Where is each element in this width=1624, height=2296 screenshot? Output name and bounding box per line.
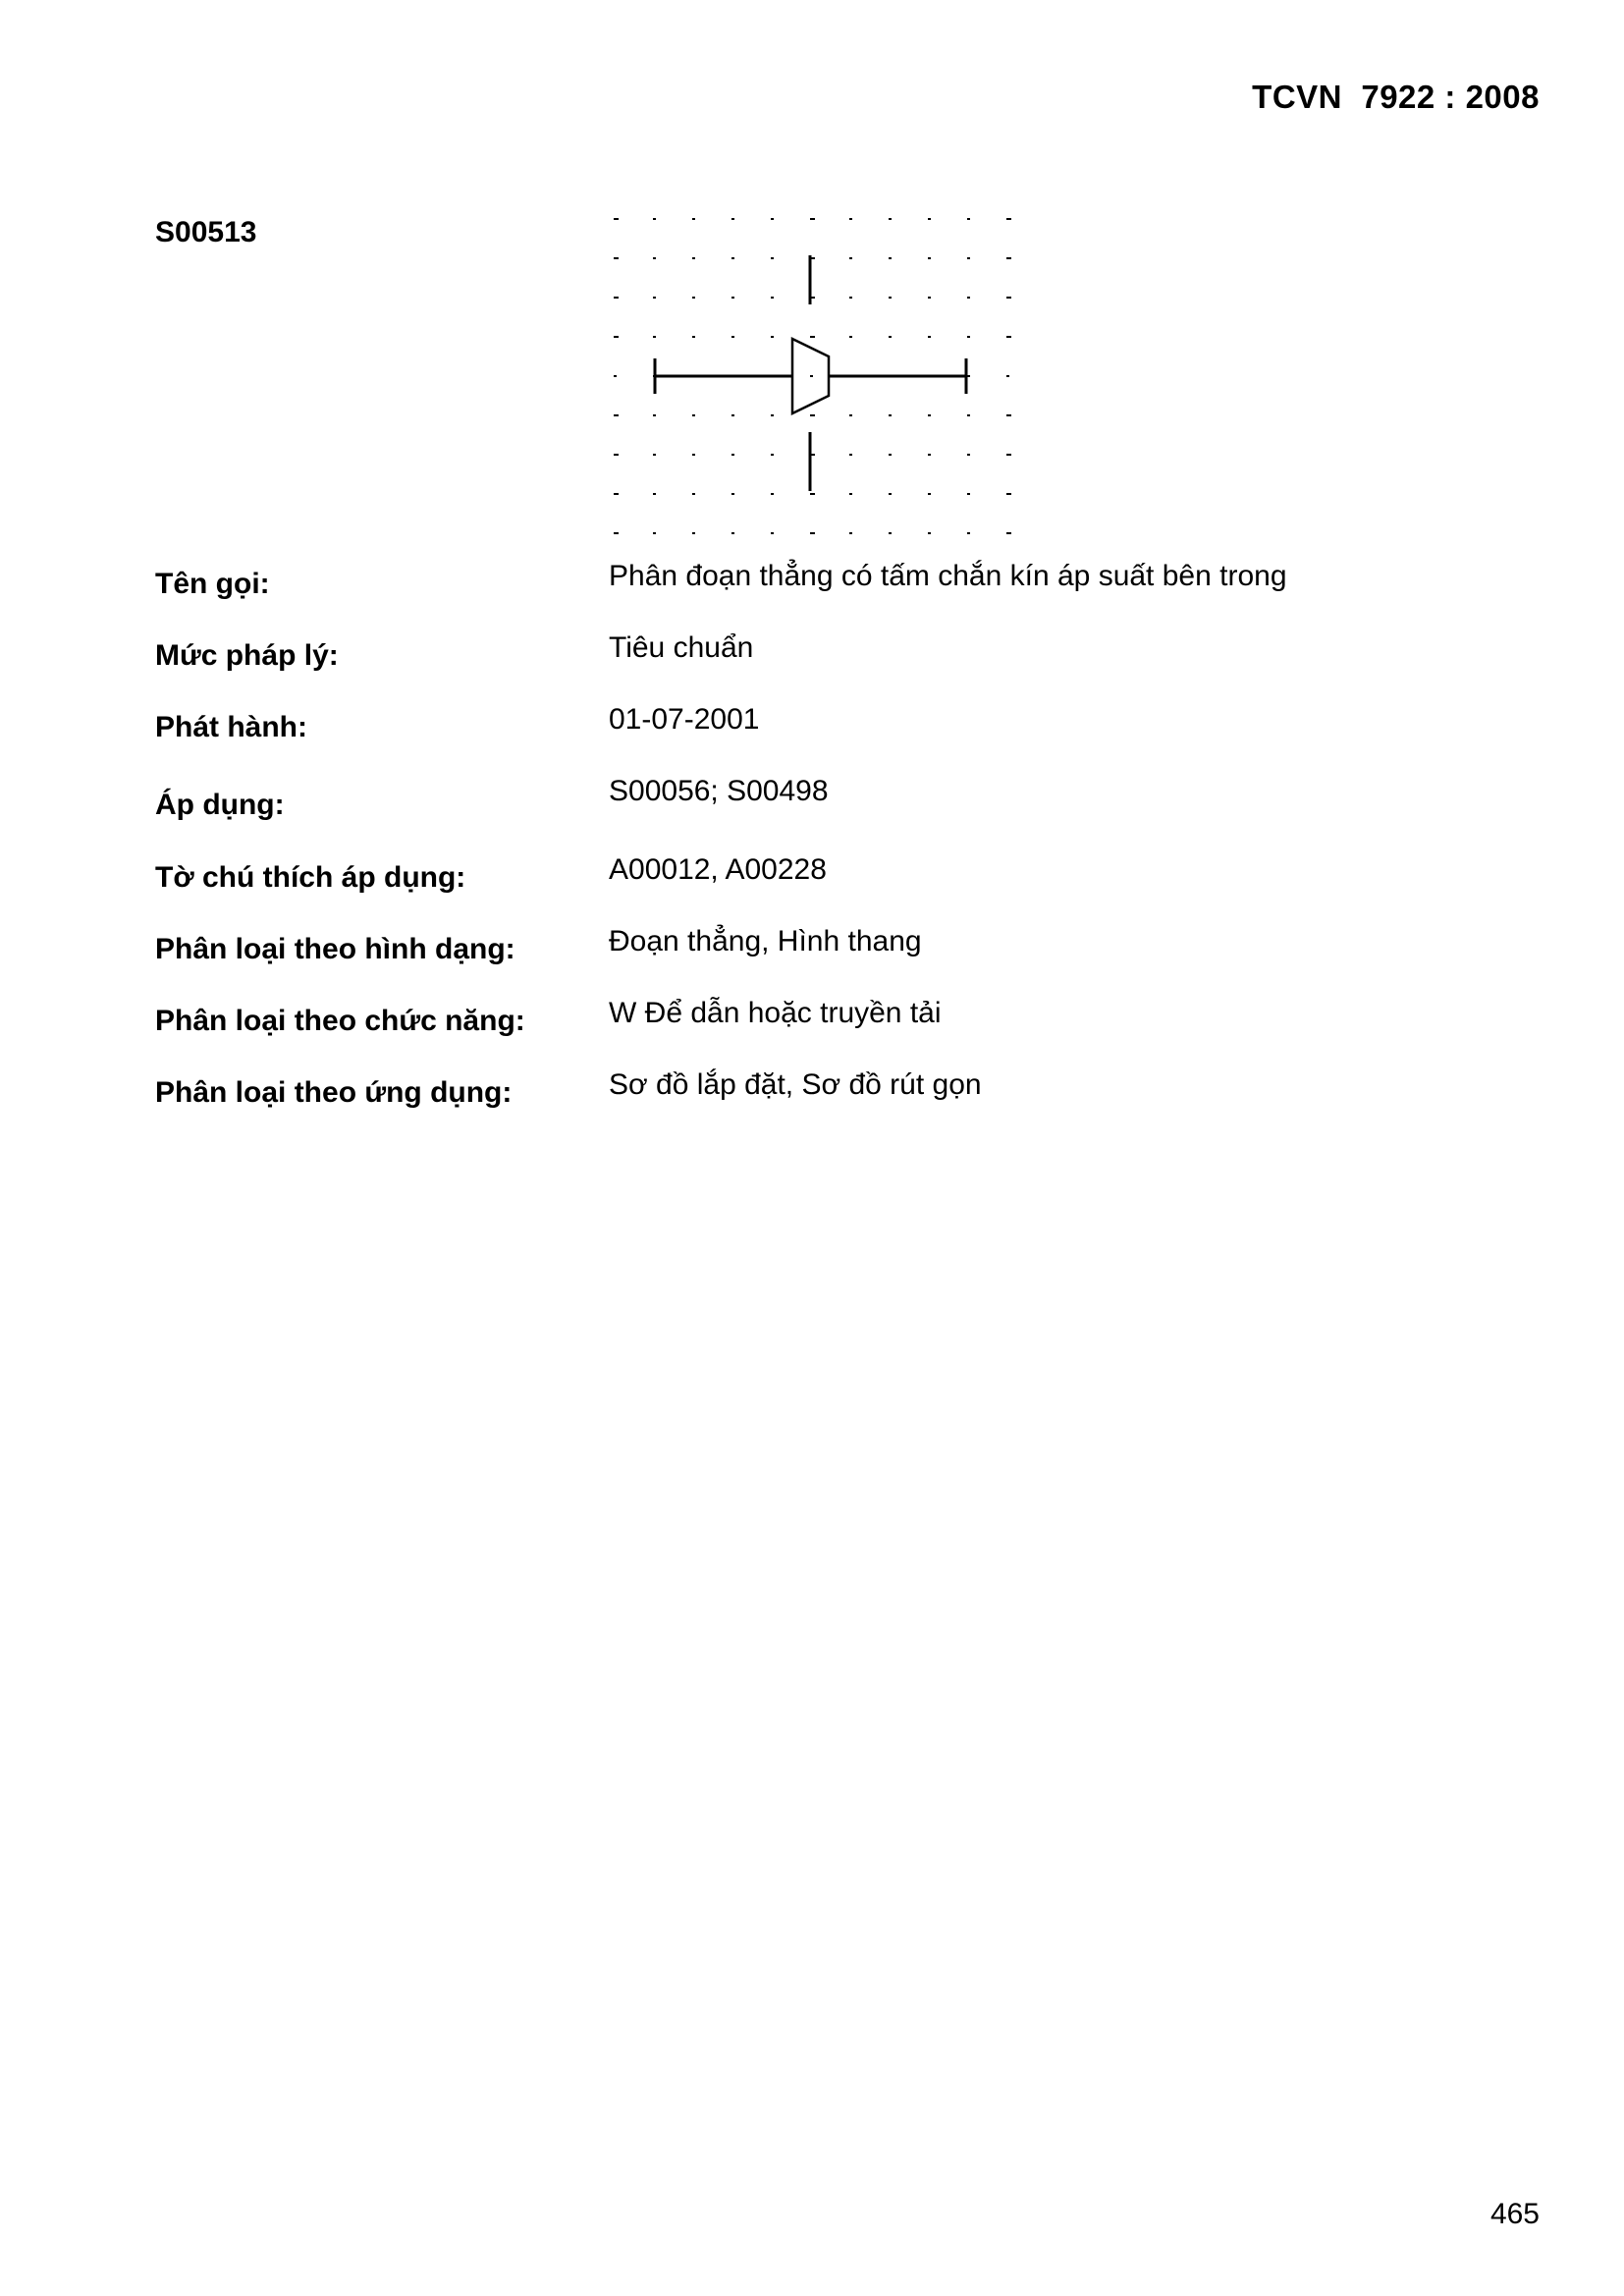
property-label: Áp dụng: [155,789,285,821]
grid-dot [928,414,931,416]
property-row-legal-level [155,631,1530,703]
grid-dot [967,218,970,220]
grid-dot [614,375,617,377]
grid-dot [614,218,619,220]
grid-dot [889,218,892,220]
property-value: Sơ đồ lắp đặt, Sơ đồ rút gọn [609,1068,982,1101]
property-label: Tờ chú thích áp dụng: [155,861,466,894]
grid-dot [967,493,970,495]
straight-segment-with-internal-pressure-seal-icon [601,201,1023,540]
grid-dot [653,454,656,456]
property-label: Phân loại theo hình dạng: [155,933,515,965]
grid-dot [967,532,970,534]
grid-dot [849,493,852,495]
grid-dot [928,454,931,456]
property-label: Tên gọi: [155,568,270,600]
grid-dot [810,414,815,416]
property-label: Mức pháp lý: [155,639,339,672]
property-row-name [155,560,1530,631]
property-value: Tiêu chuẩn [609,631,754,664]
property-value: Phân đoạn thẳng có tấm chắn kín áp suất bên trong [609,560,1287,592]
grid-dot [849,414,852,416]
grid-dot [967,257,970,259]
grid-dot [1006,375,1009,377]
grid-dot [614,257,619,259]
grid-dot [731,493,734,495]
grid-dot [614,414,619,416]
grid-dot [967,297,970,299]
grid-dot [967,336,970,338]
grid-dot [1006,493,1011,495]
grid-dot [692,218,695,220]
grid-dot [731,297,734,299]
grid-dot [849,297,852,299]
grid-dot [731,336,734,338]
grid-dot [849,218,852,220]
grid-dot [653,493,656,495]
grid-dot [692,454,695,456]
grid-dot [692,532,695,534]
grid-dot [731,414,734,416]
grid-dot [1006,532,1011,534]
grid-dot [771,336,774,338]
grid-dot [889,297,892,299]
grid-dot [653,218,656,220]
grid-dot [771,493,774,495]
grid-dot [810,375,813,377]
grid-dot [771,257,774,259]
grid-dot [889,454,892,456]
symbol-lines [655,255,966,491]
property-label: Phát hành: [155,711,307,743]
page-number: 465 [1489,2198,1540,2230]
grid-dot [1006,297,1011,299]
standard-header: TCVN 7922 : 2008 [1252,79,1540,115]
grid-dot [731,218,734,220]
grid-dot [849,532,852,534]
property-value: Đoạn thẳng, Hình thang [609,925,922,957]
property-row-application-class [155,1068,1530,1140]
grid-dot [889,493,892,495]
grid-dot [928,218,931,220]
grid-dot [692,257,695,259]
property-row-issued [155,703,1530,775]
grid-dot [731,532,734,534]
grid-dot [771,454,774,456]
grid-dot [889,532,892,534]
property-row-function-class [155,997,1530,1068]
grid-dot [653,414,656,416]
grid-dot [653,336,656,338]
grid-dot [771,218,774,220]
grid-dot [614,493,619,495]
property-row-shape-class [155,925,1530,997]
grid-dot [967,454,970,456]
grid-dot [614,454,619,456]
grid-dot [614,336,619,338]
grid-dot [849,454,852,456]
grid-dot [1006,454,1011,456]
grid-dot [653,532,656,534]
property-label: Phân loại theo chức năng: [155,1005,525,1037]
grid-dot [614,297,619,299]
grid-dot [653,297,656,299]
symbol-code: S00513 [155,216,257,248]
grid-dot [731,257,734,259]
grid-dot [849,336,852,338]
grid-dot [928,532,931,534]
grid-dot [771,414,774,416]
property-row-applies [155,775,1530,853]
grid-dot [731,454,734,456]
grid-dot [1006,218,1011,220]
grid-dot [889,414,892,416]
grid-dot [614,532,619,534]
grid-dot [653,257,656,259]
property-value: 01-07-2001 [609,703,760,736]
grid-dot [1006,414,1011,416]
grid-dot [889,257,892,259]
grid-dot [692,297,695,299]
grid-dot [928,257,931,259]
grid-dot [928,493,931,495]
symbol-properties [155,560,1530,1140]
property-value: S00056; S00498 [609,775,829,807]
grid-dot [810,336,815,338]
grid-dot [810,218,815,220]
grid-dot [967,414,970,416]
property-value: W Để dẫn hoặc truyền tải [609,997,942,1029]
grid-dot [692,336,695,338]
grid-dot [692,493,695,495]
property-row-application-note [155,853,1530,925]
grid-dot [771,532,774,534]
property-label: Phân loại theo ứng dụng: [155,1076,513,1109]
grid-dot [1006,336,1011,338]
grid-dot [849,257,852,259]
grid-dot [928,336,931,338]
grid-dot [1006,257,1011,259]
grid-dot [692,414,695,416]
grid-dot [928,297,931,299]
property-value: A00012, A00228 [609,853,827,886]
grid-dot [810,493,815,495]
grid-dot [889,336,892,338]
grid-dot [771,297,774,299]
grid-dot [810,532,815,534]
